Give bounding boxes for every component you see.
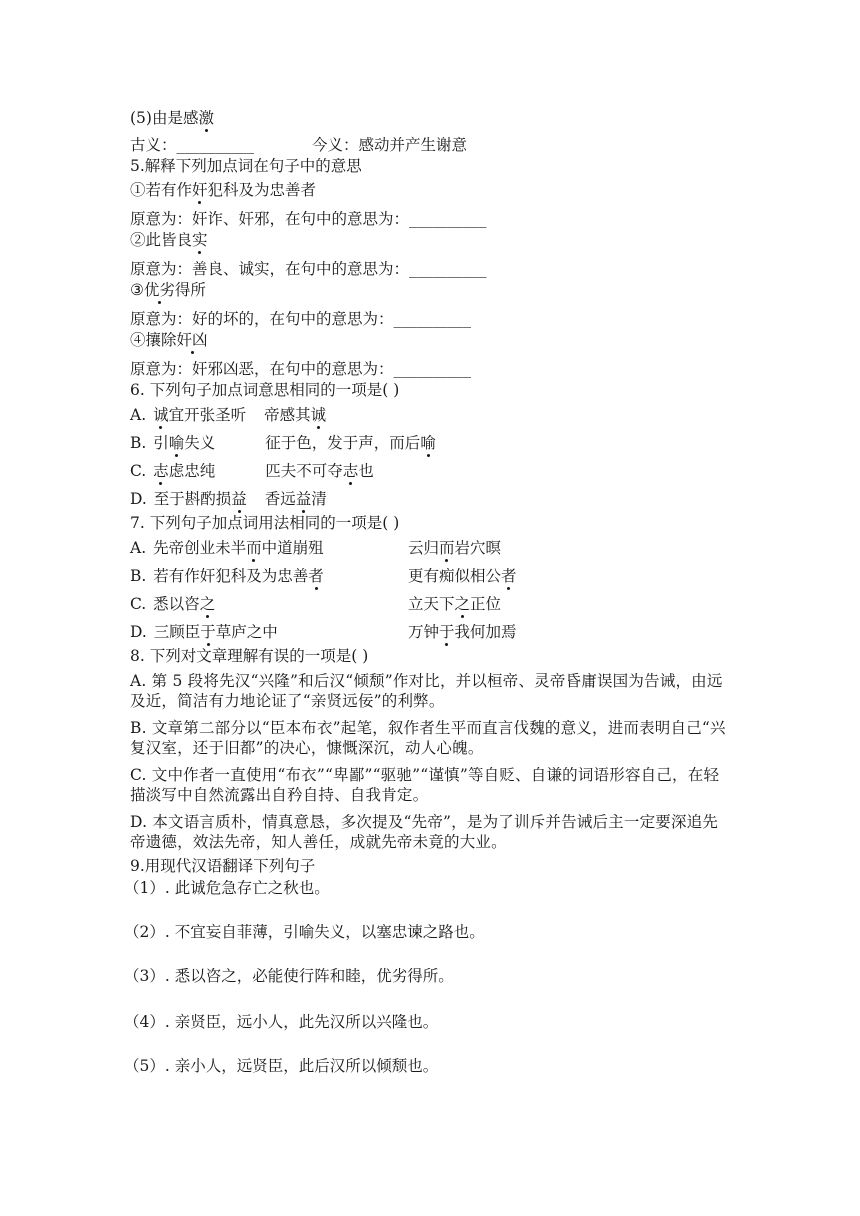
q9-sentence-2: （2）. 不宜妄自菲薄，引喻失义，以塞忠谏之路也。 [124,923,485,941]
q7-option-a-compare: 云归而岩穴暝 [408,539,502,557]
q5-item-4: ④攘除奸凶 [130,331,208,349]
dotted-word: 者 [501,567,517,585]
dotted-word: 奸 [192,181,208,199]
dotted-word: 激 [198,109,214,127]
dotted-word: 诚 [153,406,169,424]
q7-title: 7. 下列句子加点词用法相同的一项是( ) [130,514,400,532]
q8-title: 8. 下列对文章理解有误的一项是( ) [130,647,369,665]
q7-option-c: C. 悉以咨之 [130,595,216,613]
q8-option-c: C. 文中作者一直使用“布衣”“卑鄙”“驱驰”“谨慎”等自贬、自谦的词语形容自己，在轻描淡写中自然流露出自矜自持、自我肯定。 [130,766,720,804]
dotted-word: 喻 [168,434,185,452]
q4-item-5: (5)由是感激 [130,109,214,127]
dotted-word: 奸凶 [176,331,208,349]
q5-item-2: ②此皆良实 [130,231,208,249]
modern-meaning: 今义：感动并产生谢意 [312,136,468,154]
q6-option-c: C. 志虑忠纯 匹夫不可夺志也 [130,462,374,480]
dotted-word: 喻 [420,434,436,452]
dotted-word: 而 [439,539,455,557]
q5-item-1-answer: 原意为：奸诈、奸邪，在句中的意思为：__________ [130,210,487,228]
q7-option-b-compare: 更有痴似相公者 [408,567,517,585]
q4-item-5-meanings [130,135,467,155]
ancient-meaning: 古义：__________ [130,136,255,154]
q7-option-c-compare: 立天下之正位 [408,595,502,613]
q9-sentence-5: （5）. 亲小人，远贤臣，此后汉所以倾颓也。 [124,1057,439,1075]
q8-option-b: B. 文章第二部分以“臣本布衣”起笔，叙作者生平而直言伐魏的意义，进而表明自己“兴复汉室，还于旧都”的决心，慷慨深沉，动人心魄。 [130,719,726,757]
q5-item-1: ①若有作奸犯科及为忠善者 [130,181,317,199]
dotted-word: 优劣 [143,281,175,299]
dotted-word: 益 [295,490,312,508]
dotted-word: 之 [199,595,216,613]
q6-option-d: D. 至于斟酌损益 香远益清 [130,490,327,508]
q6-title: 6. 下列句子加点词意思相同的一项是( ) [130,381,400,399]
q6-option-b: B. 引喻失义 征于色，发于声，而后喻 [130,434,436,452]
dotted-word: 之 [454,595,471,613]
q5-item-3-answer: 原意为：好的坏的，在句中的意思为：__________ [130,310,472,328]
q8-option-a: A. 第 5 段将先汉“兴隆”和后汉“倾颓”作对比，并以桓帝、灵帝昏庸误国为告诫，由远及近，简洁有力地论证了“亲贤远佞”的利弊。 [130,672,723,710]
q5-item-3: ③优劣得所 [130,281,206,299]
dotted-word: 于 [439,623,455,641]
q7-option-a: A. 先帝创业未半而中道崩殂 [130,539,324,557]
q5-title: 5.解释下列加点词在句子中的意思 [130,157,362,175]
q5-item-2-answer: 原意为：善良、诚实，在句中的意思为：__________ [130,260,487,278]
q9-sentence-4: （4）. 亲贤臣，远小人，此先汉所以兴隆也。 [124,1013,439,1031]
dotted-word: 而 [246,539,262,557]
q9-title: 9.用现代汉语翻译下列句子 [130,857,316,875]
q5-item-4-answer: 原意为：奸邪凶恶，在句中的意思为：__________ [130,360,472,378]
q8-option-d: D. 本文语言质朴，情真意恳，多次提及“先帝”，是为了训斥并告诫后主一定要深追先帝遗德，效法先帝，知人善任，成就先帝未竟的大业。 [130,813,719,851]
dotted-word: 益 [231,490,247,508]
q9-sentence-3: （3）. 悉以咨之，必能使行阵和睦，优劣得所。 [124,967,454,985]
dotted-word: 实 [192,231,208,249]
q9-sentence-1: （1）. 此诚危急存亡之秋也。 [124,879,330,897]
dotted-word: 志 [342,462,359,480]
dotted-word: 者 [308,567,324,585]
q7-option-b: B. 若有作奸犯科及为忠善者 [130,567,324,585]
q7-option-d: D. 三顾臣于草庐之中 [130,623,278,641]
q7-option-d-compare: 万钟于我何加焉 [408,623,517,641]
dotted-word: 于 [200,623,216,641]
dotted-word: 志 [153,462,169,480]
q6-option-a: A. 诚宜开张圣听 帝感其诚 [130,406,327,424]
dotted-word: 诚 [310,406,327,424]
